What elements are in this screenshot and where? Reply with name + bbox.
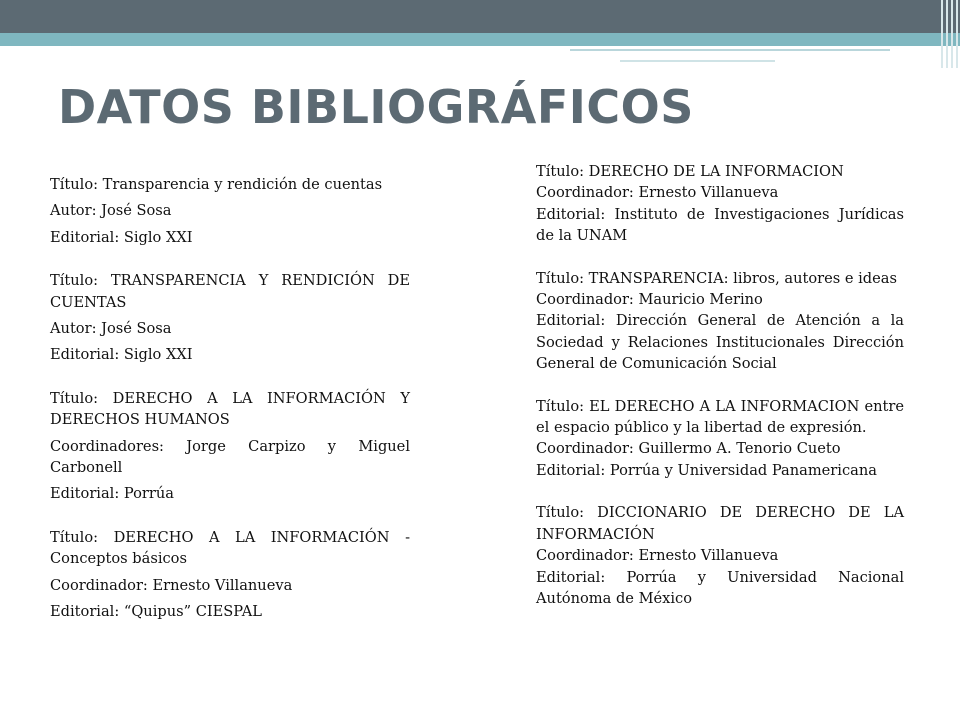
bibliography-entry [50,174,410,248]
entry-publisher: Editorial: “Quipus” CIESPAL [50,603,262,621]
header-banner [0,0,960,33]
entry-publisher: Editorial: Porrúa [50,485,174,503]
entry-publisher: Editorial: Siglo XXI [50,228,193,246]
entry-author: Autor: José Sosa [50,320,172,338]
entry-coordinator: Coordinador: Mauricio Merino [536,291,763,309]
entry-coordinator: Coordinador: Guillermo A. Tenorio Cueto [536,440,841,458]
header-decor-line [570,49,890,51]
entry-title: Título: DERECHO DE LA INFORMACION [536,163,844,180]
entry-publisher: Editorial: Dirección General de Atención a la Sociedad y Relaciones Institucionales Dirección General de Comunicación Social [536,312,904,373]
entry-title: Título: TRANSPARENCIA Y RENDICIÓN DE CUENTAS [50,272,410,311]
entry-coordinator: Coordinador: Ernesto Villanueva [536,547,779,565]
bibliography-entry [50,388,410,505]
slide-title: DATOS BIBLIOGRÁFICOS [58,80,694,134]
bibliography-entry [536,268,904,375]
left-column [50,174,410,645]
entry-author: Autor: José Sosa [50,202,172,220]
right-column [536,161,904,630]
bibliography-entry [536,502,904,609]
entry-title: Título: EL DERECHO A LA INFORMACION entre el espacio público y la libertad de expresión. [536,397,904,437]
bibliography-entry [536,161,904,247]
entry-title: Título: Transparencia y rendición de cuentas [50,176,383,193]
entry-title: Título: DERECHO A LA INFORMACIÓN Y DERECHOS HUMANOS [50,389,410,429]
entry-publisher: Editorial: Porrúa y Universidad Nacional Autónoma de México [536,568,904,607]
entry-author: Coordinadores: Jorge Carpizo y Miguel Carbonell [50,437,410,477]
entry-author: Coordinador: Ernesto Villanueva [50,576,293,594]
bibliography-entry [536,396,904,482]
bibliography-entry [50,270,410,366]
header-decor-line [620,60,775,62]
header-accent-bar [0,33,960,46]
entry-title: Título: TRANSPARENCIA: libros, autores e ideas [536,269,897,287]
entry-coordinator: Coordinador: Ernesto Villanueva [536,184,779,202]
entry-publisher: Editorial: Porrúa y Universidad Panamericana [536,461,877,479]
edge-decor-stripes [932,0,960,68]
entry-title: Título: DERECHO A LA INFORMACIÓN - Conceptos básicos [50,528,410,568]
entry-publisher: Editorial: Siglo XXI [50,346,193,364]
entry-publisher: Editorial: Instituto de Investigaciones Jurídicas de la UNAM [536,205,904,245]
bibliography-entry [50,527,410,623]
entry-title: Título: DICCIONARIO DE DERECHO DE LA INFORMACIÓN [536,504,904,543]
